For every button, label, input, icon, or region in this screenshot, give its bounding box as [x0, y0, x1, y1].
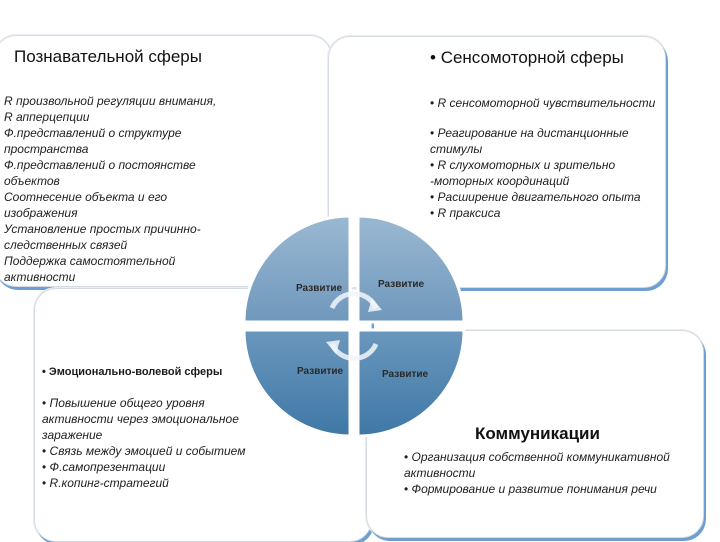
list-item: R апперцепции [4, 110, 90, 124]
segment-label: Развитие [297, 366, 344, 377]
emotional-sphere-title: • Эмоционально-волевой сферы [42, 366, 242, 379]
segment-label: Развитие [382, 369, 429, 380]
list-item: Установление простых причинно-следственных связей [4, 222, 201, 252]
segment-label: Развитие [378, 279, 425, 290]
list-item: Поддержка самостоятельной активности [4, 254, 176, 284]
communication-list [404, 449, 704, 497]
cognitive-sphere-list [4, 93, 224, 285]
list-item: • Организация собственной коммуникативной активности [404, 449, 704, 481]
emotional-sphere-list [42, 395, 262, 491]
cognitive-sphere-title: Познавательной сферы [14, 47, 202, 66]
list-item: Ф.представлений о структуре пространства [4, 126, 182, 156]
segment-label: Развитие [296, 283, 343, 294]
list-item: • Расширение двигательного опыта [430, 189, 660, 205]
list-item: Соотнесение объекта и его изображения [4, 190, 168, 220]
list-item: • Реагирование на дистанционные стимулы [430, 125, 660, 157]
development-cycle-diagram [240, 212, 468, 440]
list-item: • R слухомоторных и зрительно -моторных координаций [430, 157, 660, 189]
list-item: • R сенсомоторной чувствительности [430, 95, 660, 111]
list-item: R произвольной регуляции внимания, [4, 94, 217, 108]
list-item: • Ф.самопрезентации [42, 459, 262, 475]
sensorimotor-sphere-list [430, 95, 660, 221]
sensorimotor-sphere-title: • Сенсомоторной сферы [430, 48, 670, 68]
communication-title: Коммуникации [475, 424, 600, 443]
list-item: • Формирование и развитие понимания речи [404, 481, 704, 497]
list-item: • R праксиса [430, 205, 660, 221]
list-item: • Повышение общего уровня активности через эмоциональное заражение [42, 395, 262, 443]
list-item: Ф.представлений о постоянстве объектов [4, 158, 196, 188]
list-item: • R.копинг-стратегий [42, 475, 262, 491]
list-item: • Связь между эмоцией и событием [42, 443, 262, 459]
